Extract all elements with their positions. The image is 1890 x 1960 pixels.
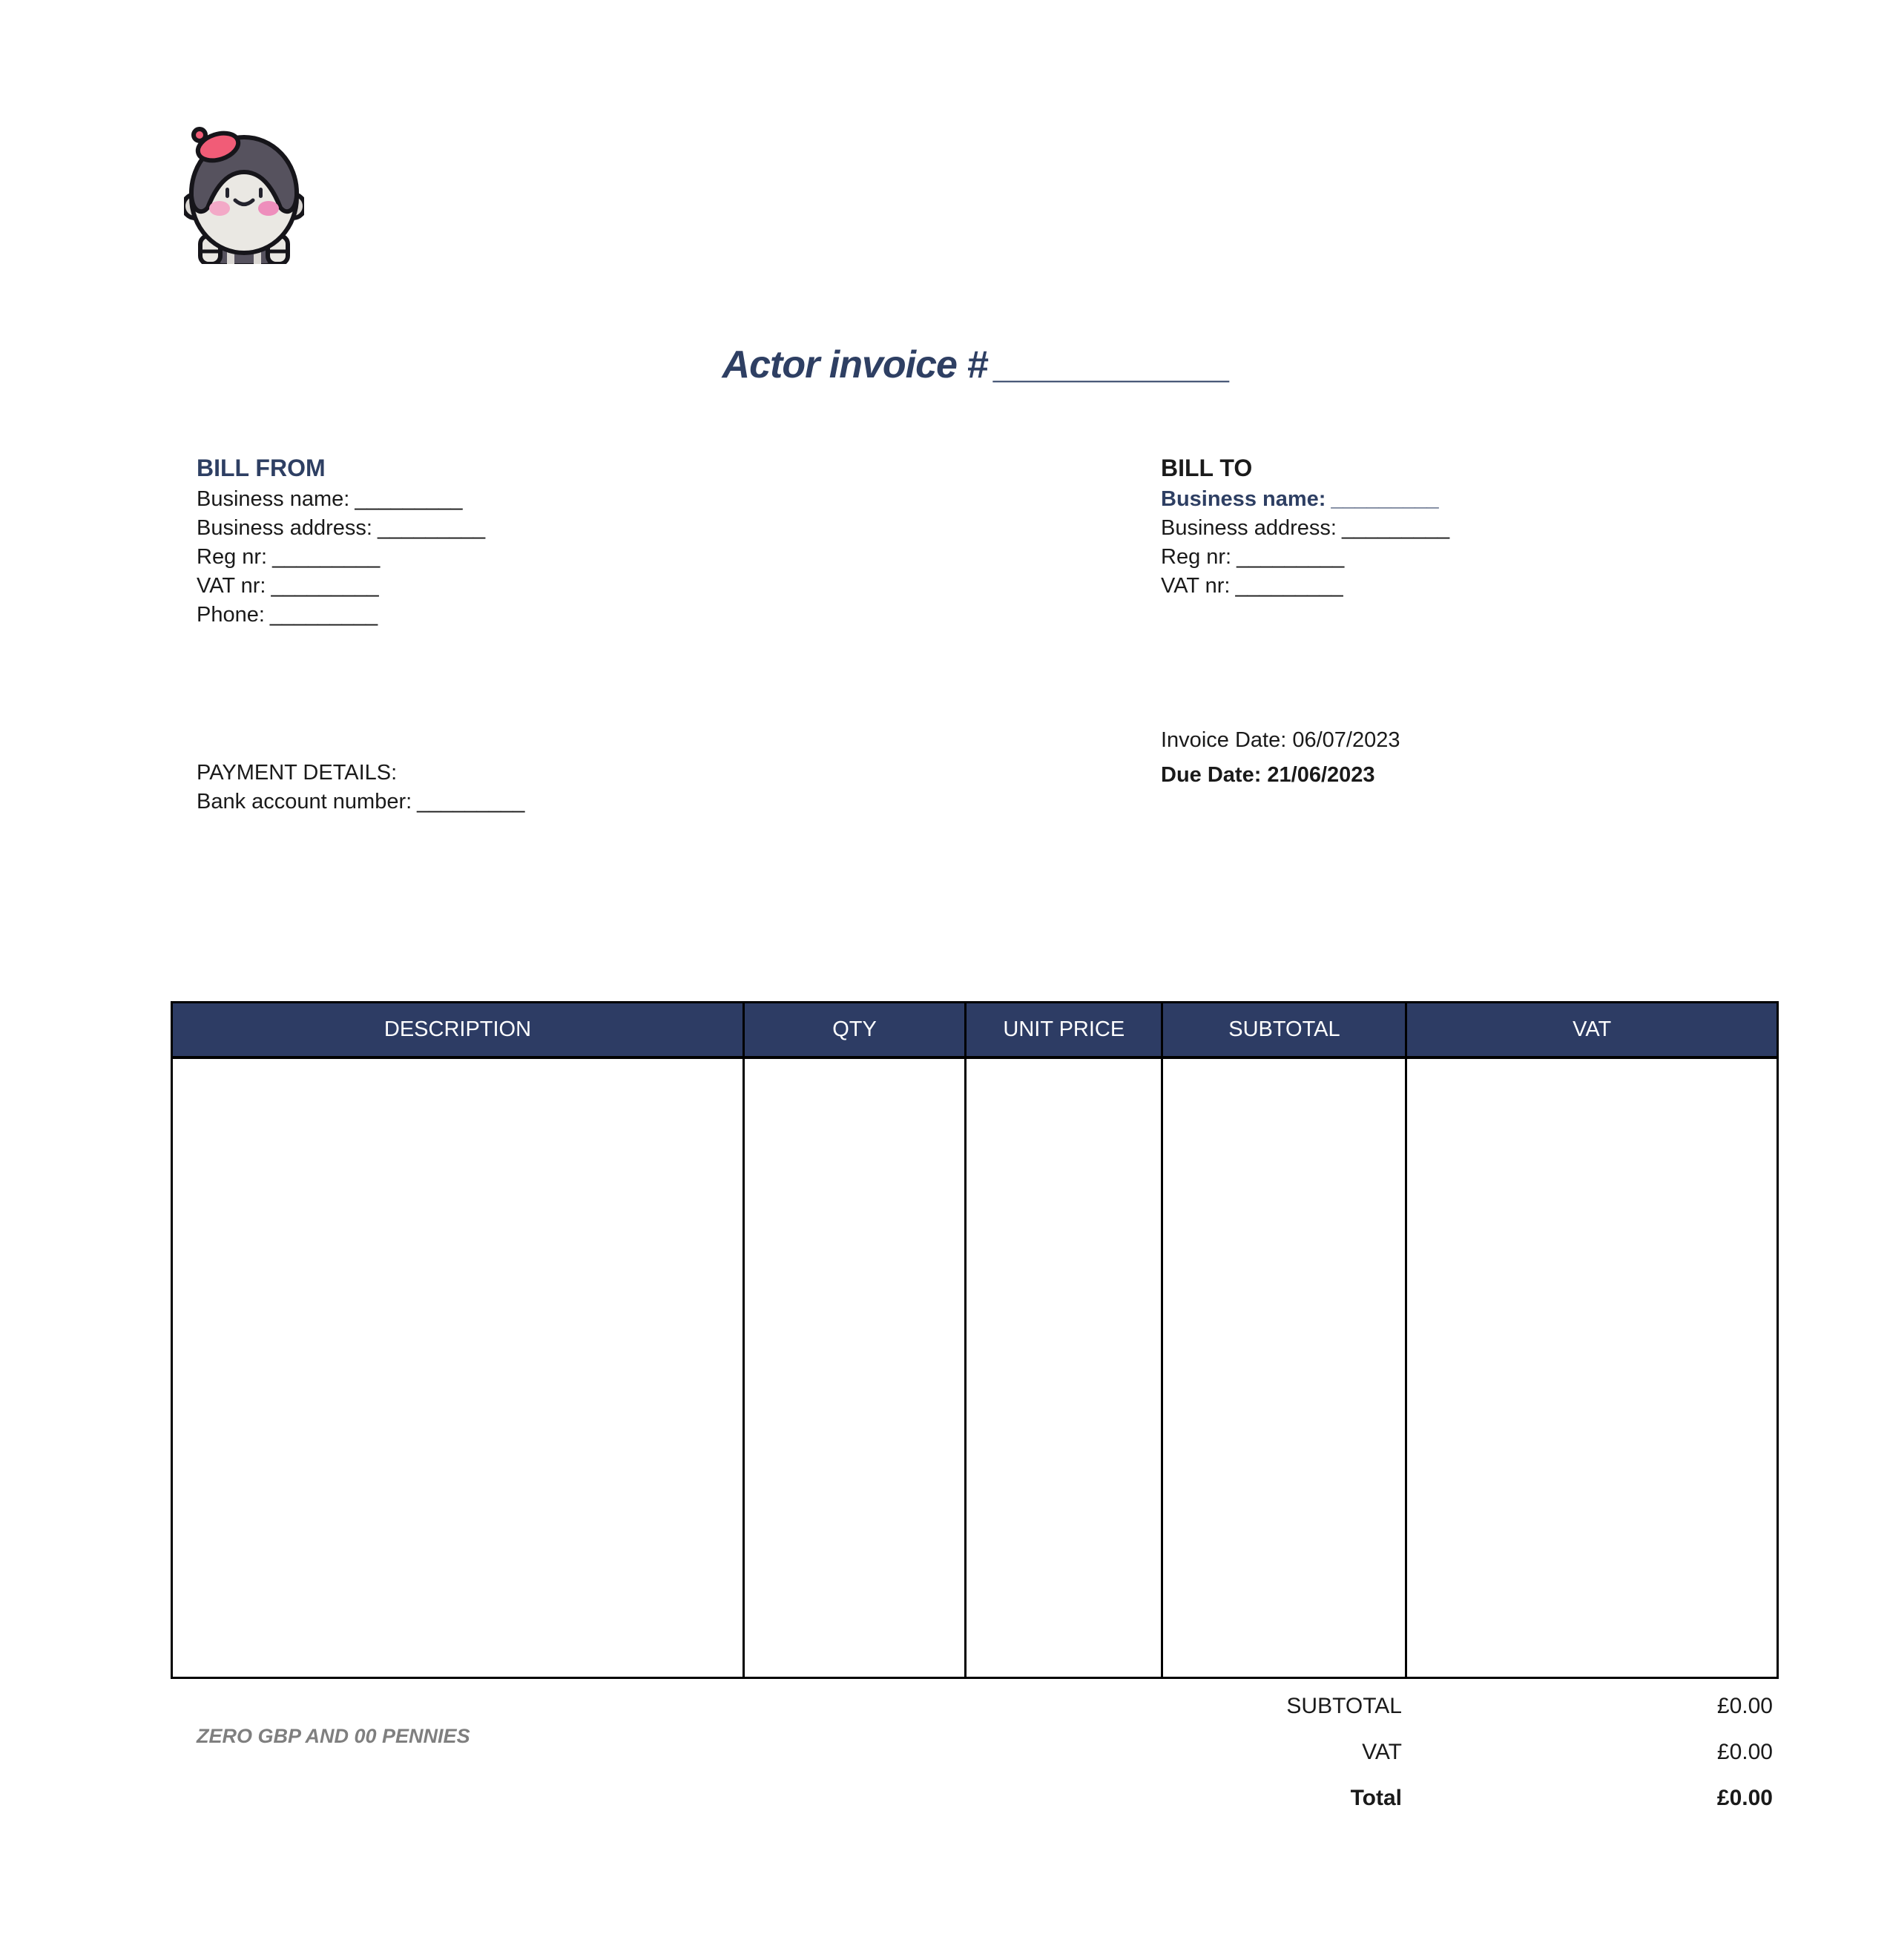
field-label: Phone: bbox=[197, 603, 265, 627]
table-body-row bbox=[173, 1059, 1777, 1677]
invoice-number-blank[interactable]: ___________ bbox=[995, 343, 1231, 386]
line-items-table bbox=[171, 1001, 1779, 1679]
bill-to-heading: BILL TO bbox=[1161, 455, 1253, 481]
subtotal-row bbox=[1156, 1683, 1773, 1729]
invoice-date-value: 06/07/2023 bbox=[1292, 728, 1400, 752]
business-name-blank[interactable]: _________ bbox=[1331, 487, 1439, 511]
cheek-right bbox=[258, 201, 279, 216]
invoice-date-line bbox=[1161, 723, 1400, 758]
column-header-vat: VAT bbox=[1405, 1003, 1777, 1056]
subtotal-value: £0.00 bbox=[1716, 1694, 1773, 1718]
payment-details-section bbox=[197, 758, 524, 816]
reg-nr-blank[interactable]: _________ bbox=[1237, 545, 1345, 569]
subtotal-label: SUBTOTAL bbox=[1286, 1694, 1402, 1718]
field-label: Business name: bbox=[197, 487, 350, 511]
column-header-qty: QTY bbox=[742, 1003, 964, 1056]
field-label: Business address: bbox=[197, 516, 372, 540]
bill-to-business-address bbox=[1161, 514, 1449, 543]
bill-from-heading: BILL FROM bbox=[197, 455, 326, 481]
due-date-label: Due Date: bbox=[1161, 763, 1262, 787]
eye-right bbox=[259, 188, 263, 198]
column-header-unit-price: UNIT PRICE bbox=[964, 1003, 1161, 1056]
table-cell-unit-price[interactable] bbox=[964, 1059, 1161, 1677]
reg-nr-blank[interactable]: _________ bbox=[272, 545, 381, 569]
field-label: Reg nr: bbox=[197, 545, 268, 569]
vat-row bbox=[1156, 1729, 1773, 1775]
total-row bbox=[1156, 1775, 1773, 1821]
amount-in-words: ZERO GBP AND 00 PENNIES bbox=[197, 1725, 470, 1747]
page-title bbox=[0, 341, 1890, 389]
phone-blank[interactable]: _________ bbox=[269, 603, 378, 627]
bill-to-vat-nr bbox=[1161, 572, 1449, 601]
bill-to-section bbox=[1161, 451, 1449, 601]
bank-account-line bbox=[197, 788, 524, 816]
table-cell-subtotal[interactable] bbox=[1161, 1059, 1405, 1677]
vat-value: £0.00 bbox=[1716, 1740, 1773, 1764]
field-label: Reg nr: bbox=[1161, 545, 1232, 569]
eye-left bbox=[225, 188, 229, 198]
table-header-row bbox=[173, 1003, 1777, 1059]
cheek-left bbox=[209, 201, 230, 216]
due-date-line bbox=[1161, 758, 1400, 793]
field-label: VAT nr: bbox=[1161, 574, 1231, 598]
bill-from-phone bbox=[197, 601, 485, 630]
mascot-logo-icon bbox=[184, 125, 304, 264]
dates-section bbox=[1161, 723, 1400, 793]
table-cell-vat[interactable] bbox=[1405, 1059, 1777, 1677]
bill-from-business-name bbox=[197, 485, 485, 514]
total-label: Total bbox=[1350, 1786, 1402, 1810]
field-label: VAT nr: bbox=[197, 574, 266, 598]
bill-from-section bbox=[197, 451, 485, 630]
vat-nr-blank[interactable]: _________ bbox=[1235, 574, 1343, 598]
table-cell-qty[interactable] bbox=[742, 1059, 964, 1677]
table-cell-description[interactable] bbox=[173, 1059, 742, 1677]
vat-nr-blank[interactable]: _________ bbox=[271, 574, 379, 598]
due-date-value: 21/06/2023 bbox=[1267, 763, 1375, 787]
total-value: £0.00 bbox=[1716, 1786, 1773, 1810]
business-name-blank[interactable]: _________ bbox=[355, 487, 463, 511]
invoice-date-label: Invoice Date: bbox=[1161, 728, 1287, 752]
column-header-subtotal: SUBTOTAL bbox=[1161, 1003, 1405, 1056]
bill-from-reg-nr bbox=[197, 543, 485, 572]
payment-details-heading: PAYMENT DETAILS: bbox=[197, 761, 398, 785]
bill-from-business-address bbox=[197, 514, 485, 543]
bill-from-vat-nr bbox=[197, 572, 485, 601]
bank-account-blank[interactable]: _________ bbox=[417, 790, 525, 814]
vat-label: VAT bbox=[1362, 1740, 1402, 1764]
title-text: Actor invoice # bbox=[722, 343, 988, 386]
field-label: Business name: bbox=[1161, 487, 1326, 511]
business-address-blank[interactable]: _________ bbox=[377, 516, 486, 540]
bill-to-business-name bbox=[1161, 485, 1449, 514]
field-label: Bank account number: bbox=[197, 790, 412, 814]
column-header-description: DESCRIPTION bbox=[383, 1017, 532, 1041]
totals-section bbox=[1156, 1683, 1773, 1821]
bill-to-reg-nr bbox=[1161, 543, 1449, 572]
business-address-blank[interactable]: _________ bbox=[1341, 516, 1450, 540]
field-label: Business address: bbox=[1161, 516, 1337, 540]
